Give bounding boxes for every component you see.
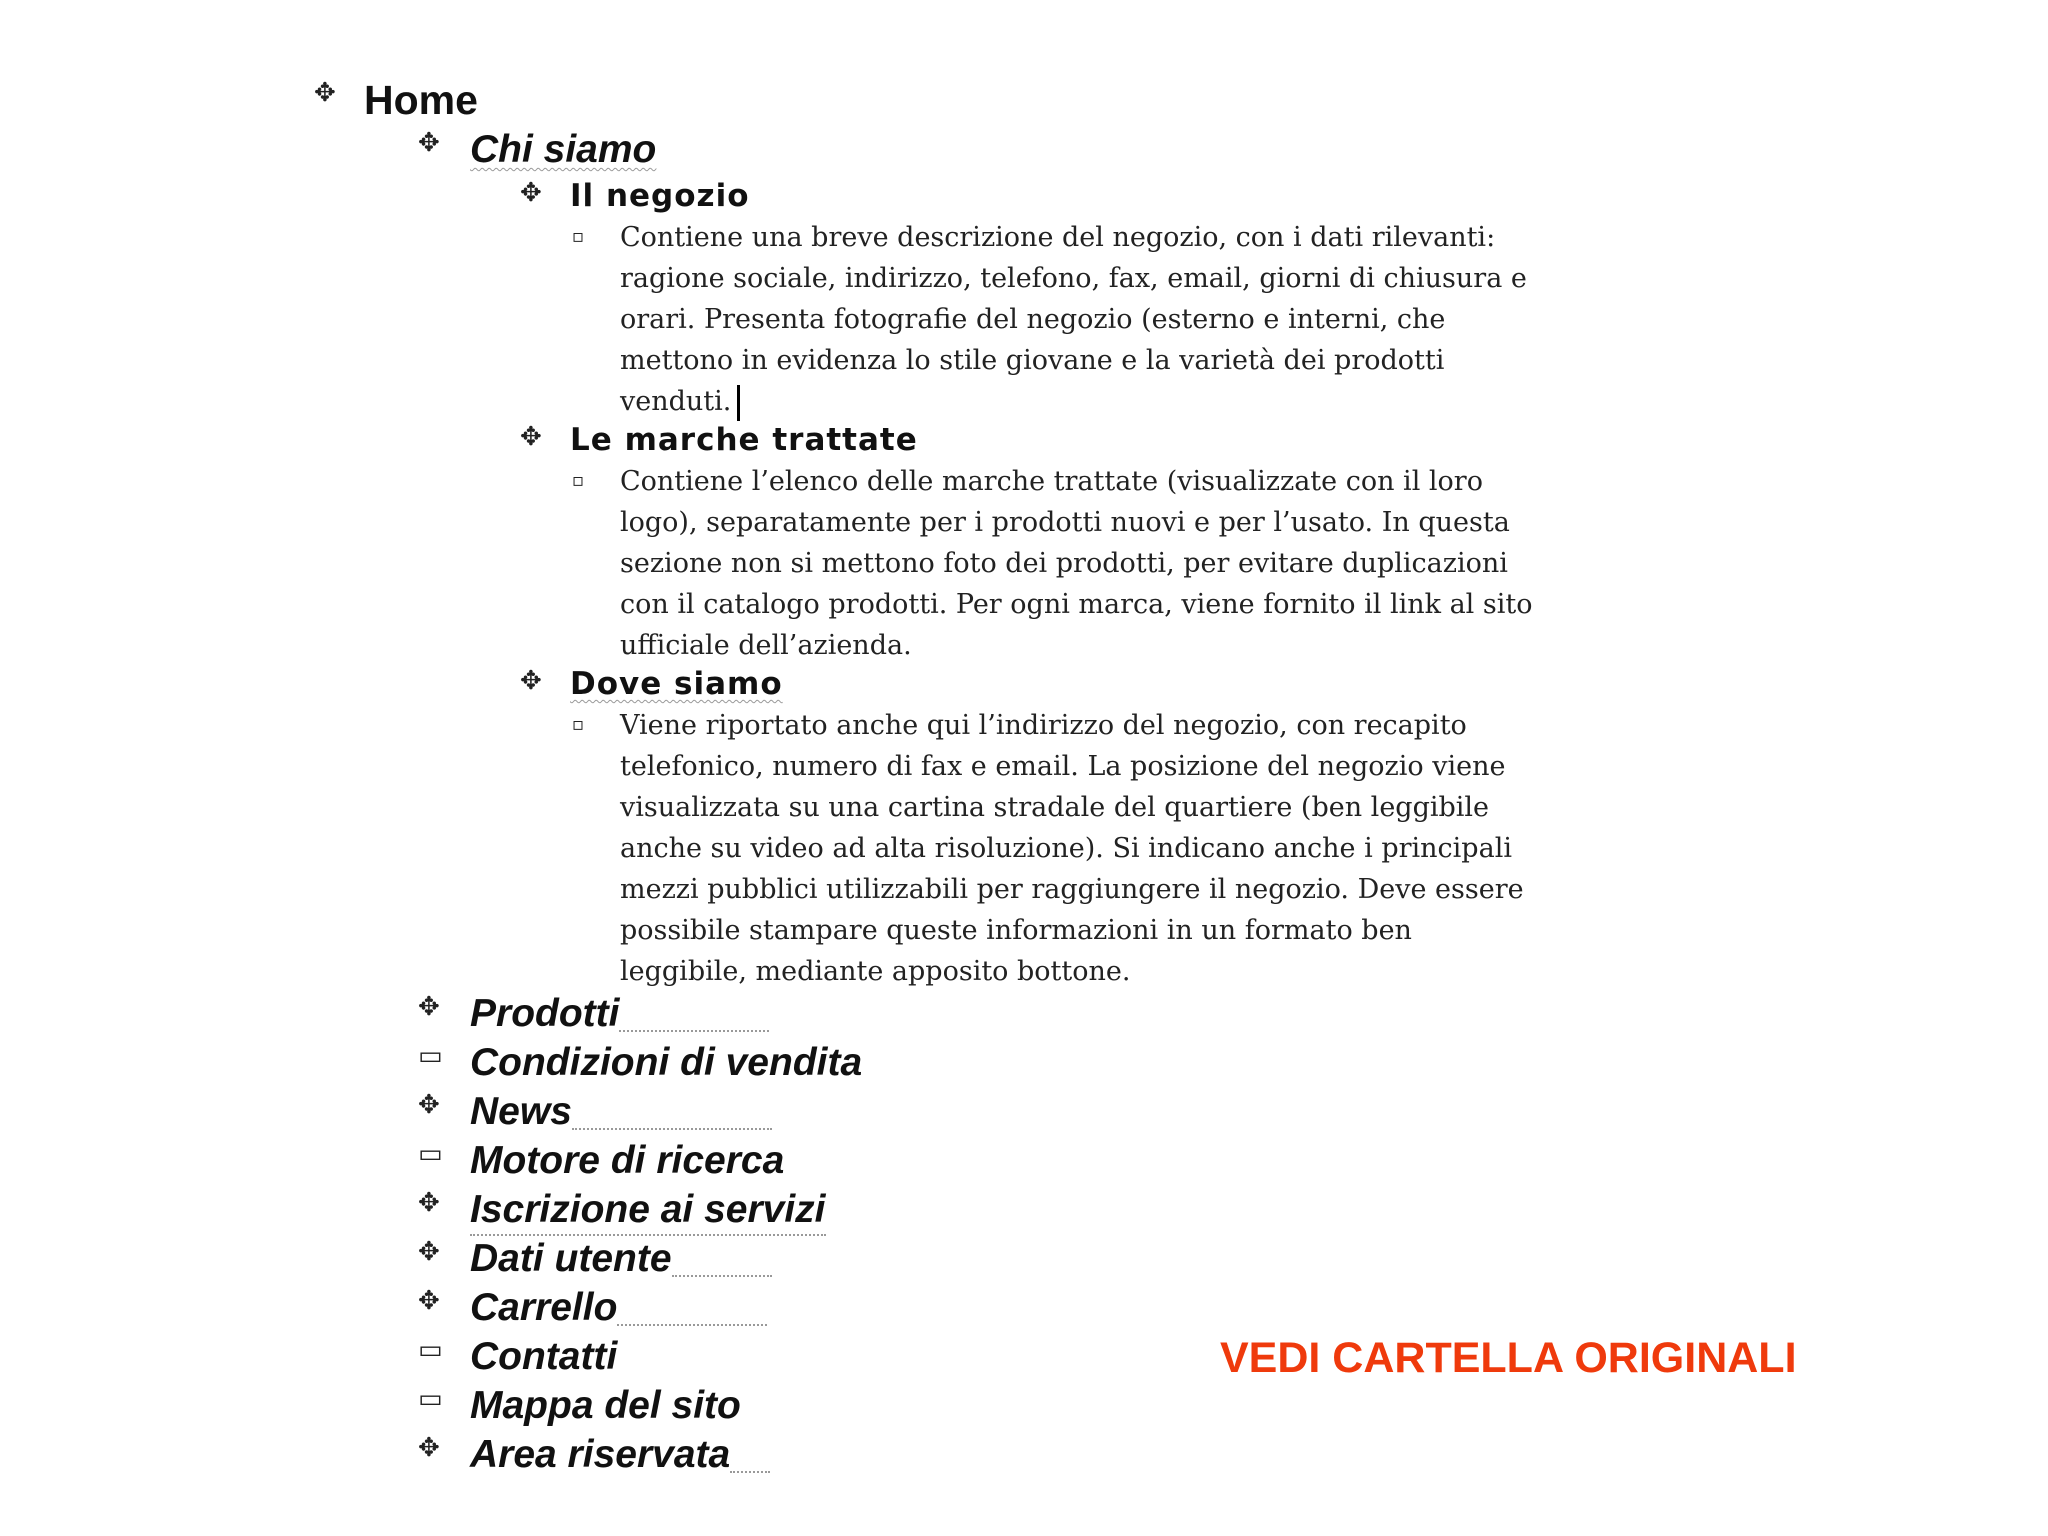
section-description: Contiene l’elenco delle marche trattate (visualizzate con il loro logo), separatamente per i prodotti nuovi e per l’usato. In questa sezione non si mettono foto dei prodotti, per evitare duplicazioni con il catalogo prodotti. Per ogni marca, viene fornito il link al sito ufficiale dell’azienda. [620,466,1533,661]
section-title: Le marche trattate [570,422,918,458]
bullet-icon: ▫ [572,226,585,247]
outline-item-dati-utente [418,1235,772,1283]
menu-item-label: Condizioni di vendita [470,1041,863,1084]
bullet-icon: ▫ [572,714,585,735]
text-caret [737,385,740,421]
expand-icon: ✥ [418,1237,440,1267]
outline-item-chi-siamo [418,126,656,174]
dotted-leader [619,990,769,1032]
outline-item-iscrizione-ai-servizi [418,1186,826,1236]
expand-icon: ✥ [418,1286,440,1316]
expand-icon: ✥ [418,992,440,1022]
chi-siamo-label: Chi siamo [470,128,657,171]
menu-item-label: Iscrizione ai servizi [470,1186,826,1236]
menu-item-label: Dati utente [470,1237,672,1280]
vedi-cartella-note: VEDI CARTELLA ORIGINALI [1220,1334,1797,1382]
outline-item-prodotti [418,990,769,1038]
expand-icon: ✥ [520,178,542,208]
menu-item-label: Motore di ricerca [470,1139,785,1182]
bullet-icon: ▫ [572,470,585,491]
expand-icon: ✥ [418,1188,440,1218]
menu-item-label: News [470,1090,572,1133]
menu-item-label: Mappa del sito [470,1384,741,1427]
section-description: Viene riportato anche qui l’indirizzo del negozio, con recapito telefonico, numero di fax e email. La posizione del negozio viene visualizzata su una cartina stradale del quartiere (ben leggibile anche su video ad alta risoluzione). Si indicano anche i principali mezzi pubblici utilizzabili per raggiungere il negozio. Deve essere possibile stampare queste informazioni in un formato ben leggibile, mediante apposito bottone. [620,710,1524,987]
outline-item-area-riservata [418,1431,770,1479]
menu-item-label: Carrello [470,1286,618,1329]
collapsed-icon: ▭ [418,1041,443,1071]
expand-icon: ✥ [520,666,542,696]
section-description: Contiene una breve descrizione del negozio, con i dati rilevanti: ragione sociale, indirizzo, telefono, fax, email, giorni di chiusura e orari. Presenta fotografie del negozio (esterno e interni, che mettono in evidenza lo stile giovane e la varietà dei prodotti venduti. [620,217,1540,422]
collapsed-icon: ▭ [418,1139,443,1169]
collapsed-icon: ▭ [418,1384,443,1414]
outline-item-mappa-del-sito [418,1382,741,1430]
outline-item-carrello [418,1284,767,1332]
dotted-leader [572,1088,772,1130]
outline-item-il-negozio [520,176,750,216]
section-title: Il negozio [570,178,750,214]
outline-item-dove-siamo [520,664,783,704]
outline-item-motore-di-ricerca [418,1137,784,1185]
expand-icon: ✥ [418,1090,440,1120]
expand-icon: ✥ [314,78,336,108]
outline-item-contatti [418,1333,617,1381]
outline-item-le-marche-trattate [520,420,918,460]
dotted-leader [617,1284,767,1326]
dotted-leader [672,1235,772,1277]
expand-icon: ✥ [520,422,542,452]
collapsed-icon: ▭ [418,1335,443,1365]
menu-item-label: Contatti [470,1335,618,1378]
menu-item-label: Area riservata [470,1433,731,1476]
home-label: Home [364,77,478,123]
outline-item-home [314,76,478,124]
dotted-leader [730,1431,770,1473]
expand-icon: ✥ [418,128,440,158]
section-title: Dove siamo [570,666,783,702]
outline-item-condizioni-di-vendita [418,1039,862,1087]
outline-item-news [418,1088,772,1136]
menu-item-label: Prodotti [470,992,620,1035]
expand-icon: ✥ [418,1433,440,1463]
